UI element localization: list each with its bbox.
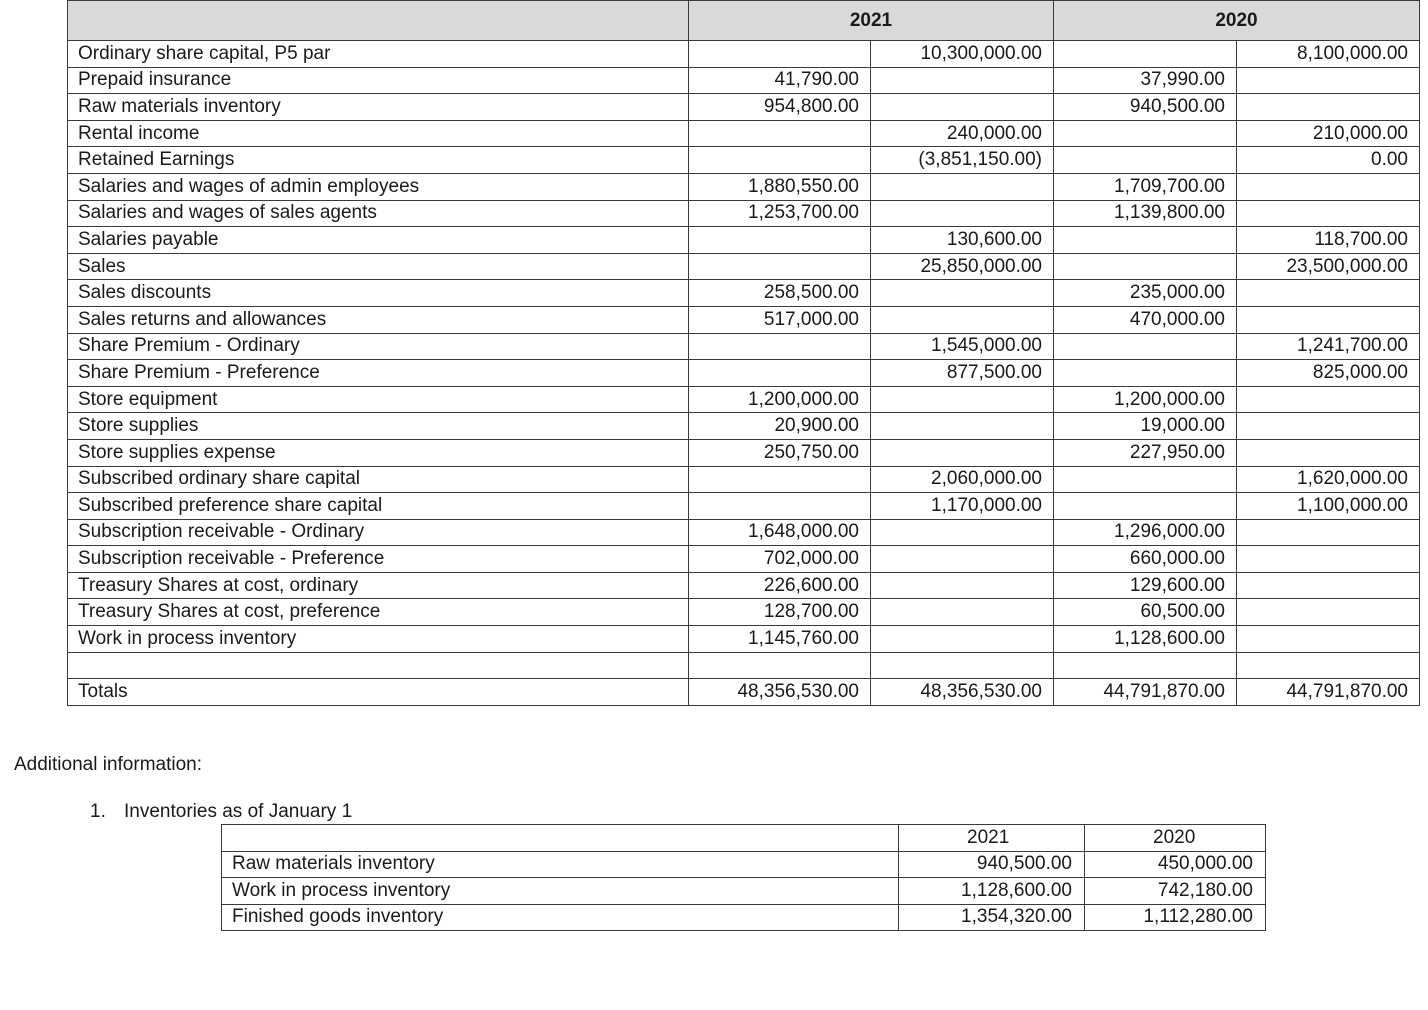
account-name: Sales returns and allowances [68, 306, 689, 333]
inventory-header-row [222, 825, 1266, 852]
trial-balance-row [68, 147, 1420, 174]
inventory-item-name: Finished goods inventory [222, 904, 899, 931]
trial-balance-row [68, 493, 1420, 520]
trial-balance-row [68, 652, 1420, 679]
inventory-table-body [222, 825, 1266, 931]
credit-2020-amount: 8,100,000.00 [1237, 41, 1420, 68]
account-name: Sales discounts [68, 280, 689, 307]
inventory-2020-amount: 450,000.00 [1085, 851, 1266, 878]
debit-2021-amount [689, 147, 871, 174]
account-name: Share Premium - Preference [68, 360, 689, 387]
debit-2021-amount: 128,700.00 [689, 599, 871, 626]
trial-balance-row [68, 599, 1420, 626]
trial-balance-row [68, 386, 1420, 413]
debit-2021-amount [689, 120, 871, 147]
debit-2020-amount [1054, 493, 1237, 520]
credit-2021-amount: 1,170,000.00 [871, 493, 1054, 520]
trial-balance-row [68, 280, 1420, 307]
debit-2021-amount [689, 493, 871, 520]
credit-2020-amount [1237, 652, 1420, 679]
trial-balance-body [68, 41, 1420, 706]
item-1-number: 1. [90, 801, 106, 822]
credit-2020-amount [1237, 280, 1420, 307]
credit-2021-amount: (3,851,150.00) [871, 147, 1054, 174]
debit-2021-amount: 20,900.00 [689, 413, 871, 440]
credit-2021-amount [871, 519, 1054, 546]
debit-2021-amount [689, 466, 871, 493]
trial-balance-row [68, 360, 1420, 387]
account-name: Store equipment [68, 386, 689, 413]
account-name: Subscription receivable - Preference [68, 546, 689, 573]
account-name: Salaries payable [68, 227, 689, 254]
credit-2020-amount: 23,500,000.00 [1237, 253, 1420, 280]
credit-2021-amount: 1,545,000.00 [871, 333, 1054, 360]
credit-2020-amount: 1,620,000.00 [1237, 466, 1420, 493]
account-name: Salaries and wages of admin employees [68, 173, 689, 200]
trial-balance-row [68, 626, 1420, 653]
debit-2021-amount [689, 360, 871, 387]
debit-2020-amount [1054, 253, 1237, 280]
trial-balance-row [68, 120, 1420, 147]
debit-2020-amount: 60,500.00 [1054, 599, 1237, 626]
debit-2021-amount [689, 41, 871, 68]
account-name: Treasury Shares at cost, ordinary [68, 572, 689, 599]
trial-balance-row [68, 253, 1420, 280]
account-name: Salaries and wages of sales agents [68, 200, 689, 227]
inventory-header-blank [222, 825, 899, 852]
account-name: Retained Earnings [68, 147, 689, 174]
debit-2020-amount [1054, 333, 1237, 360]
credit-2021-amount [871, 173, 1054, 200]
trial-balance-table [67, 0, 1420, 706]
debit-2021-amount: 1,648,000.00 [689, 519, 871, 546]
inventory-2020-amount: 1,112,280.00 [1085, 904, 1266, 931]
account-name: Store supplies expense [68, 439, 689, 466]
account-name: Store supplies [68, 413, 689, 440]
credit-2020-amount [1237, 519, 1420, 546]
account-name: Sales [68, 253, 689, 280]
credit-2020-amount: 118,700.00 [1237, 227, 1420, 254]
trial-balance-row [68, 466, 1420, 493]
inventory-row [222, 904, 1266, 931]
debit-2021-amount: 1,880,550.00 [689, 173, 871, 200]
account-name: Share Premium - Ordinary [68, 333, 689, 360]
credit-2021-amount [871, 626, 1054, 653]
debit-2021-amount [689, 652, 871, 679]
credit-2021-amount [871, 599, 1054, 626]
credit-2020-amount [1237, 306, 1420, 333]
debit-2021-amount: 517,000.00 [689, 306, 871, 333]
inventory-row [222, 851, 1266, 878]
credit-2021-amount [871, 306, 1054, 333]
debit-2020-amount: 235,000.00 [1054, 280, 1237, 307]
debit-2021-amount: 1,200,000.00 [689, 386, 871, 413]
additional-info-heading: Additional information: [14, 754, 202, 775]
debit-2020-amount [1054, 466, 1237, 493]
account-name: Subscribed ordinary share capital [68, 466, 689, 493]
credit-2021-amount [871, 67, 1054, 94]
inventory-row [222, 878, 1266, 905]
header-year-2021: 2021 [689, 1, 1054, 41]
debit-2020-amount [1054, 120, 1237, 147]
credit-2020-amount [1237, 386, 1420, 413]
trial-balance-row [68, 200, 1420, 227]
debit-2020-amount: 129,600.00 [1054, 572, 1237, 599]
credit-2020-amount [1237, 626, 1420, 653]
inventory-item-name: Raw materials inventory [222, 851, 899, 878]
debit-2020-amount: 1,128,600.00 [1054, 626, 1237, 653]
credit-2020-amount [1237, 94, 1420, 121]
credit-2021-amount [871, 386, 1054, 413]
credit-2020-amount [1237, 599, 1420, 626]
credit-2021-amount [871, 572, 1054, 599]
debit-2020-amount: 1,139,800.00 [1054, 200, 1237, 227]
credit-2021-amount [871, 439, 1054, 466]
debit-2021-amount: 48,356,530.00 [689, 679, 871, 706]
credit-2020-amount: 825,000.00 [1237, 360, 1420, 387]
inventory-2020-amount: 742,180.00 [1085, 878, 1266, 905]
debit-2021-amount: 1,145,760.00 [689, 626, 871, 653]
trial-balance-row [68, 572, 1420, 599]
trial-balance-row [68, 227, 1420, 254]
inventory-table [221, 824, 1266, 931]
debit-2020-amount: 470,000.00 [1054, 306, 1237, 333]
trial-balance-row [68, 519, 1420, 546]
header-year-2020: 2020 [1054, 1, 1420, 41]
trial-balance-row [68, 173, 1420, 200]
item-1-text: Inventories as of January 1 [124, 801, 353, 822]
debit-2020-amount: 660,000.00 [1054, 546, 1237, 573]
credit-2021-amount [871, 413, 1054, 440]
credit-2020-amount [1237, 67, 1420, 94]
debit-2020-amount [1054, 360, 1237, 387]
inventory-2021-amount: 1,128,600.00 [899, 878, 1085, 905]
debit-2020-amount: 44,791,870.00 [1054, 679, 1237, 706]
debit-2020-amount: 940,500.00 [1054, 94, 1237, 121]
debit-2021-amount [689, 227, 871, 254]
debit-2020-amount: 37,990.00 [1054, 67, 1237, 94]
credit-2020-amount: 1,241,700.00 [1237, 333, 1420, 360]
debit-2020-amount [1054, 41, 1237, 68]
account-name: Subscription receivable - Ordinary [68, 519, 689, 546]
credit-2021-amount [871, 200, 1054, 227]
trial-balance-row [68, 67, 1420, 94]
account-name: Totals [68, 679, 689, 706]
credit-2021-amount: 48,356,530.00 [871, 679, 1054, 706]
account-name: Rental income [68, 120, 689, 147]
trial-balance-row [68, 439, 1420, 466]
debit-2020-amount: 1,709,700.00 [1054, 173, 1237, 200]
credit-2021-amount: 877,500.00 [871, 360, 1054, 387]
totals-row [68, 679, 1420, 706]
debit-2021-amount: 250,750.00 [689, 439, 871, 466]
trial-balance-row [68, 413, 1420, 440]
debit-2020-amount [1054, 227, 1237, 254]
credit-2020-amount [1237, 200, 1420, 227]
account-name: Treasury Shares at cost, preference [68, 599, 689, 626]
credit-2021-amount: 10,300,000.00 [871, 41, 1054, 68]
debit-2020-amount [1054, 652, 1237, 679]
trial-balance-row [68, 41, 1420, 68]
trial-balance-row [68, 306, 1420, 333]
account-name: Work in process inventory [68, 626, 689, 653]
inventory-header-2020: 2020 [1085, 825, 1266, 852]
trial-balance-row [68, 546, 1420, 573]
debit-2021-amount: 954,800.00 [689, 94, 871, 121]
account-name: Raw materials inventory [68, 94, 689, 121]
inventory-2021-amount: 940,500.00 [899, 851, 1085, 878]
debit-2021-amount: 41,790.00 [689, 67, 871, 94]
account-name: Subscribed preference share capital [68, 493, 689, 520]
trial-balance-header-row [68, 1, 1420, 41]
trial-balance-row [68, 94, 1420, 121]
debit-2021-amount: 1,253,700.00 [689, 200, 871, 227]
debit-2020-amount: 1,200,000.00 [1054, 386, 1237, 413]
debit-2020-amount: 227,950.00 [1054, 439, 1237, 466]
credit-2020-amount [1237, 546, 1420, 573]
credit-2021-amount [871, 280, 1054, 307]
credit-2020-amount: 44,791,870.00 [1237, 679, 1420, 706]
credit-2021-amount [871, 546, 1054, 573]
debit-2021-amount: 226,600.00 [689, 572, 871, 599]
inventory-header-2021: 2021 [899, 825, 1085, 852]
credit-2021-amount: 240,000.00 [871, 120, 1054, 147]
trial-balance-row [68, 333, 1420, 360]
credit-2020-amount [1237, 572, 1420, 599]
credit-2021-amount: 25,850,000.00 [871, 253, 1054, 280]
account-name: Prepaid insurance [68, 67, 689, 94]
debit-2021-amount [689, 333, 871, 360]
credit-2020-amount [1237, 439, 1420, 466]
credit-2020-amount: 0.00 [1237, 147, 1420, 174]
credit-2020-amount [1237, 413, 1420, 440]
credit-2021-amount: 130,600.00 [871, 227, 1054, 254]
debit-2020-amount [1054, 147, 1237, 174]
debit-2021-amount: 702,000.00 [689, 546, 871, 573]
credit-2021-amount: 2,060,000.00 [871, 466, 1054, 493]
credit-2020-amount: 1,100,000.00 [1237, 493, 1420, 520]
debit-2020-amount: 1,296,000.00 [1054, 519, 1237, 546]
credit-2021-amount [871, 652, 1054, 679]
credit-2020-amount: 210,000.00 [1237, 120, 1420, 147]
debit-2021-amount: 258,500.00 [689, 280, 871, 307]
account-name: Ordinary share capital, P5 par [68, 41, 689, 68]
credit-2020-amount [1237, 173, 1420, 200]
inventory-2021-amount: 1,354,320.00 [899, 904, 1085, 931]
header-account-blank [68, 1, 689, 41]
credit-2021-amount [871, 94, 1054, 121]
account-name [68, 652, 689, 679]
debit-2020-amount: 19,000.00 [1054, 413, 1237, 440]
debit-2021-amount [689, 253, 871, 280]
inventory-item-name: Work in process inventory [222, 878, 899, 905]
